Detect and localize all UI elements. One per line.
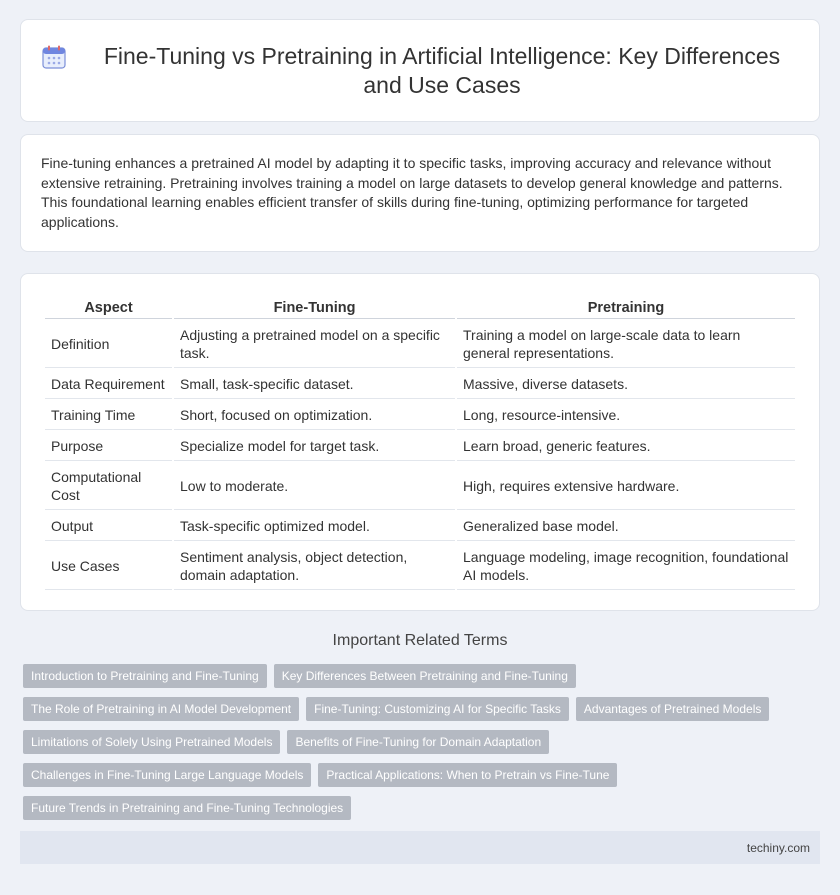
cell-fine-tuning: Short, focused on optimization. [174,401,455,430]
cell-aspect: Definition [45,321,172,368]
comparison-table [43,294,797,592]
cell-fine-tuning: Sentiment analysis, object detection, domain adaptation. [174,543,455,590]
related-term-tag[interactable]: Introduction to Pretraining and Fine-Tuning [23,664,267,688]
table-row [45,370,795,399]
cell-aspect: Data Requirement [45,370,172,399]
table-row [45,512,795,541]
header-inner [41,42,799,100]
table-row [45,543,795,590]
related-terms-list [23,664,813,820]
cell-fine-tuning: Task-specific optimized model. [174,512,455,541]
cell-aspect: Training Time [45,401,172,430]
table-header-row [45,296,795,319]
table-row [45,321,795,368]
header-aspect: Aspect [45,296,172,319]
cell-pretraining: Generalized base model. [457,512,795,541]
comparison-table-card [20,273,820,611]
related-term-tag[interactable]: Challenges in Fine-Tuning Large Language Models [23,763,311,787]
intro-card [20,134,820,252]
related-term-tag[interactable]: Practical Applications: When to Pretrain vs Fine-Tune [318,763,617,787]
cell-pretraining: Language modeling, image recognition, foundational AI models. [457,543,795,590]
cell-pretraining: Training a model on large-scale data to learn general representations. [457,321,795,368]
related-term-tag[interactable]: Benefits of Fine-Tuning for Domain Adaptation [287,730,549,754]
cell-fine-tuning: Low to moderate. [174,463,455,510]
cell-fine-tuning: Adjusting a pretrained model on a specific task. [174,321,455,368]
related-term-tag[interactable]: Advantages of Pretrained Models [576,697,769,721]
footer-site-link[interactable]: techiny.com [746,841,810,855]
cell-fine-tuning: Specialize model for target task. [174,432,455,461]
cell-aspect: Purpose [45,432,172,461]
intro-text: Fine-tuning enhances a pretrained AI model by adapting it to specific tasks, improving accuracy and relevance without extensive retraining. Pretraining involves training a model on large datasets to develop general knowledge and patterns. This foundational learning enables efficient transfer of skills during fine-tuning, optimizing performance for targeted applications. [41,155,783,230]
calendar-icon [41,44,67,70]
cell-pretraining: Long, resource-intensive. [457,401,795,430]
header-fine-tuning: Fine-Tuning [174,296,455,319]
cell-aspect: Computational Cost [45,463,172,510]
cell-aspect: Output [45,512,172,541]
table-row [45,432,795,461]
related-term-tag[interactable]: Key Differences Between Pretraining and Fine-Tuning [274,664,576,688]
cell-aspect: Use Cases [45,543,172,590]
related-term-tag[interactable]: Limitations of Solely Using Pretrained Models [23,730,280,754]
cell-pretraining: Learn broad, generic features. [457,432,795,461]
header-card [20,19,820,122]
cell-pretraining: High, requires extensive hardware. [457,463,795,510]
related-term-tag[interactable]: Fine-Tuning: Customizing AI for Specific Tasks [306,697,569,721]
cell-fine-tuning: Small, task-specific dataset. [174,370,455,399]
table-row [45,401,795,430]
related-term-tag[interactable]: The Role of Pretraining in AI Model Development [23,697,299,721]
cell-pretraining: Massive, diverse datasets. [457,370,795,399]
table-row [45,463,795,510]
related-term-tag[interactable]: Future Trends in Pretraining and Fine-Tuning Technologies [23,796,351,820]
related-terms-title: Important Related Terms [332,632,508,649]
footer [20,831,820,864]
page-title: Fine-Tuning vs Pretraining in Artificial Intelligence: Key Differences and Use Cases [103,42,781,98]
header-pretraining: Pretraining [457,296,795,319]
